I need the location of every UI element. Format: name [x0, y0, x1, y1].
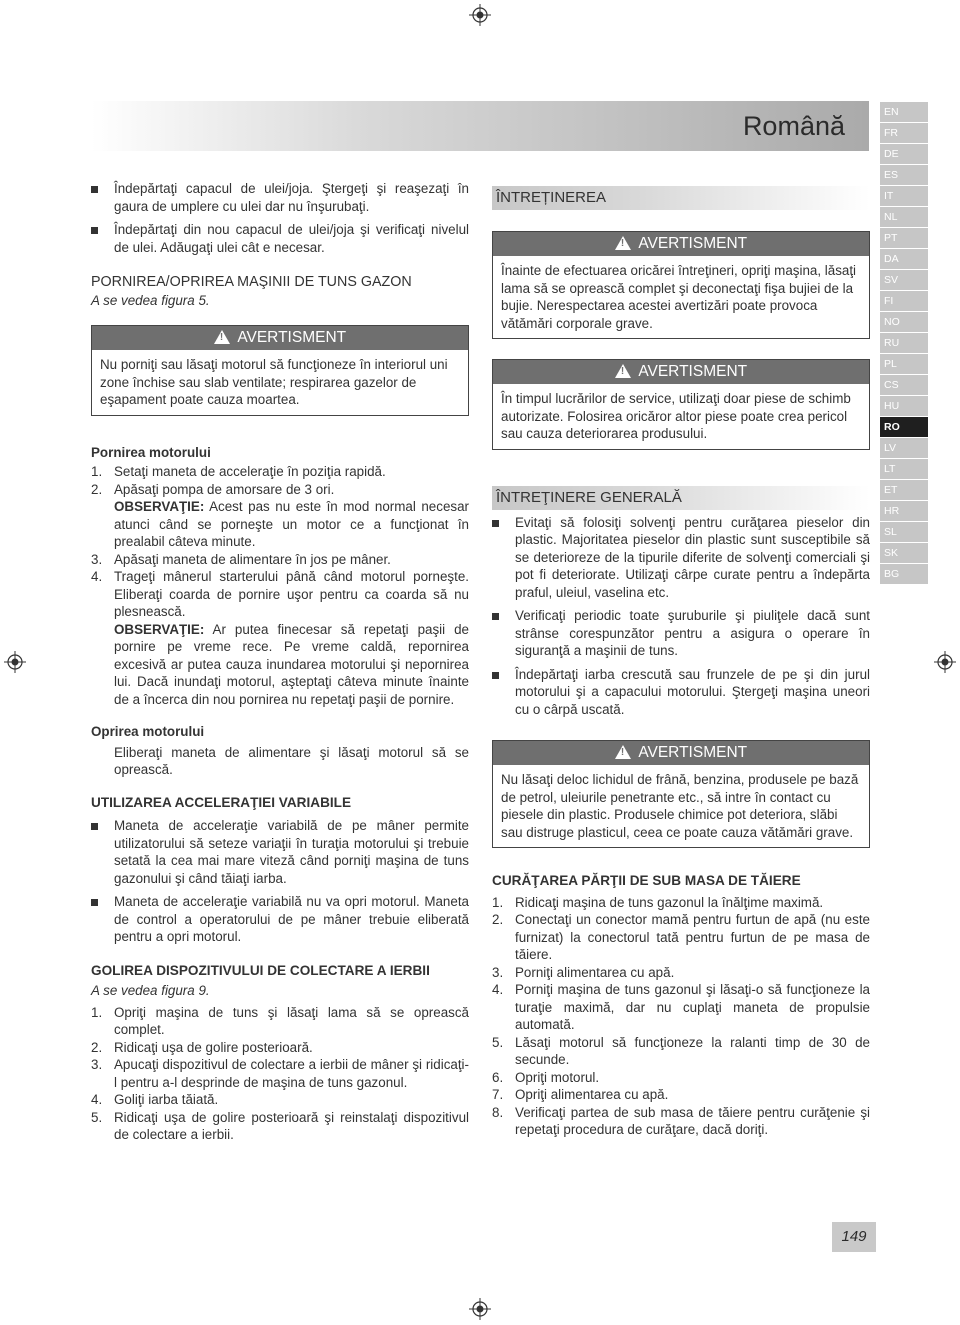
warning-box-chemicals	[492, 740, 870, 848]
general-maintenance-title: ÎNTREŢINERE GENERALĂ	[492, 486, 870, 510]
lang-tab-fi[interactable]: FI	[880, 291, 928, 311]
lang-tab-pl[interactable]: PL	[880, 354, 928, 374]
lang-tab-en[interactable]: EN	[880, 102, 928, 122]
list-item: 5. Lăsaţi motorul să funcţioneze la ralanti timp de 30 de secunde.	[492, 1034, 870, 1067]
general-bullets	[492, 514, 870, 719]
lang-tab-da[interactable]: DA	[880, 249, 928, 269]
list-item: 3. Apăsaţi maneta de alimentare în jos pe mâner.	[91, 551, 391, 567]
list-item: 4. Goliţi iarba tăiată.	[91, 1092, 219, 1107]
registration-mark-bottom-icon	[469, 1298, 491, 1320]
engine-start-title: Pornirea motorului	[91, 444, 211, 460]
list-item: 4. Porniţi maşina de tuns gazonul şi lăsaţi-o să funcţioneze la turaţie maximă, dar nu cuplaţi maneta de propulsie automată.	[492, 982, 870, 1032]
warning-header	[493, 232, 869, 256]
registration-mark-top-icon	[469, 4, 491, 26]
list-item: 2. Conectaţi un conector mamă pentru furtun de apă (nu este furnizat) la conectorul tată pentru furtun de pe masa de tăiere.	[492, 912, 870, 962]
lang-tab-bg[interactable]: BG	[880, 564, 928, 584]
lang-tab-ro[interactable]: RO	[880, 417, 928, 437]
start-stop-title: PORNIREA/OPRIREA MAŞINII DE TUNS GAZON	[91, 274, 412, 290]
registration-mark-left-icon	[4, 651, 26, 673]
list-item: Maneta de acceleraţie variabilă nu va opri motorul. Maneta de control a operatorului de pe mâner trebuie eliberată pentru a opri motorul.	[91, 893, 469, 946]
list-item: 4. Trageţi mânerul starterului până când motorul porneşte. Eliberaţi coarda de pornire uşor pentru ca coarda să nu plesnească.	[91, 569, 469, 619]
lang-tab-no[interactable]: NO	[880, 312, 928, 332]
warning-triangle-icon: !	[615, 745, 631, 759]
lang-tab-sv[interactable]: SV	[880, 270, 928, 290]
list-item: 7. Opriţi alimentarea cu apă.	[492, 1087, 669, 1102]
warning-header	[493, 360, 869, 384]
list-item: Evitaţi să folosiţi solvenţi pentru curăţarea pieselor din plastic. Majoritatea pieselor din plastic sunt susceptibile să se deterioreze de la tipurile diferite de solvenţi comerciali şi pot fi deteriorate. Utilizaţi cârpe curate pentru a îndepărta praful, uleiul, vaselina etc.	[492, 514, 870, 602]
lang-tab-it[interactable]: IT	[880, 186, 928, 206]
lang-tab-sk[interactable]: SK	[880, 543, 928, 563]
warning-triangle-icon: !	[615, 364, 631, 378]
list-item: Îndepărtaţi din nou capacul de ulei/joja şi verificaţi nivelul de ulei. Adăugaţi ulei cât e necesar.	[91, 221, 469, 256]
list-item: 5. Ridicaţi uşa de golire posterioară şi reinstalaţi dispozitivul de colectare a ierbii.	[91, 1109, 469, 1142]
lang-tab-hu[interactable]: HU	[880, 396, 928, 416]
lang-tab-hr[interactable]: HR	[880, 501, 928, 521]
list-item: 3. Apucaţi dispozitivul de colectare a ierbii de mâner şi ridicaţi-l pentru a-l desprinde de maşina de tuns gazonul.	[91, 1057, 469, 1090]
header-band	[91, 101, 869, 151]
list-item: 1. Setaţi maneta de acceleraţie în poziţia rapidă.	[91, 464, 386, 479]
lang-tab-lv[interactable]: LV	[880, 438, 928, 458]
lang-tab-pt[interactable]: PT	[880, 228, 928, 248]
left-column	[91, 180, 469, 1144]
warning-header	[92, 326, 468, 350]
warning-box-maintenance	[492, 231, 870, 339]
list-item: Îndepărtaţi capacul de ulei/joja. Ştergeţi şi reaşezaţi în gaura de umplere cu ulei dar nu înşurubaţi.	[91, 180, 469, 215]
warning-text: Nu porniţi sau lăsaţi motorul să funcţioneze în interiorul uni zone închise sau slab ventilate; respirarea gazelor de eşapament poate cauza moartea.	[100, 357, 448, 407]
list-item: 8. Verificaţi partea de sub masa de tăiere pentru curăţenie şi repetaţi procedura de curăţare, dacă doriţi.	[492, 1104, 870, 1137]
warning-title: AVERTISMENT	[638, 363, 748, 380]
engine-stop-text: Eliberaţi maneta de alimentare şi lăsaţi motorul să se oprească.	[114, 744, 469, 777]
warning-triangle-icon: !	[214, 330, 230, 344]
list-item: 3. Porniţi alimentarea cu apă.	[492, 964, 675, 980]
lang-tab-cs[interactable]: CS	[880, 375, 928, 395]
language-title: Română	[742, 111, 845, 141]
throttle-title: UTILIZAREA ACCELERAŢIEI VARIABILE	[91, 794, 352, 810]
list-item: 2. Apăsaţi pompa de amorsare de 3 ori.	[91, 481, 335, 497]
warning-text: Înainte de efectuarea oricărei întreţineri, opriţi maşina, lăsaţi lama să se oprească complet şi deconectaţi fişa bujiei de la bujie. Nerespectarea acestei avertizări poate provoca vătămări corporale grave.	[501, 263, 857, 331]
warning-title: AVERTISMENT	[237, 329, 347, 346]
note-paragraph: OBSERVAŢIE: Acest pas nu este în mod normal necesar atunci când se porneşte un motor ce a funcţionat în prealabil câteva minute.	[114, 499, 469, 549]
list-item: Îndepărtaţi iarba crescută sau frunzele de pe şi din jurul motorului şi a capacului motorului. Ştergeţi maşina uneori cu o cârpă uscată.	[492, 666, 870, 719]
warning-title: AVERTISMENT	[638, 235, 748, 252]
intro-bullets	[91, 180, 469, 256]
engine-start-steps	[91, 463, 469, 498]
list-item: 1. Opriţi maşina de tuns şi lăsaţi lama să se oprească complet.	[91, 1004, 469, 1037]
note-paragraph: OBSERVAŢIE: Ar putea finecesar să repetaţi paşii de pornire pe vreme rece. Pe vreme caldă, repornirea excesivă ar putea cauza inundarea motorului şi nepornirea lui. Dacă inundaţi motorul, aşteptaţi câteva minute înainte de a încerca din nou pornirea nu repetaţi paşii de pornire.	[114, 621, 470, 707]
warning-text: În timpul lucrărilor de service, utilizaţi doar piese de schimb autorizate. Folosirea oricăror altor piese poate crea pericol sau cauza deteriorarea produsului.	[501, 391, 851, 441]
lang-tab-et[interactable]: ET	[880, 480, 928, 500]
warning-box-exhaust	[91, 325, 469, 416]
emptying-title: GOLIREA DISPOZITIVULUI DE COLECTARE A IERBII	[91, 962, 430, 978]
language-tabs	[880, 102, 928, 585]
engine-stop-title: Oprirea motorului	[91, 724, 205, 739]
page-number: 149	[832, 1222, 876, 1252]
start-stop-figure-ref: A se vedea figura 5.	[91, 292, 210, 308]
cleaning-title: CURĂŢAREA PĂRŢII DE SUB MASA DE TĂIERE	[492, 873, 801, 888]
list-item: 2. Ridicaţi uşa de golire posterioară.	[91, 1039, 313, 1055]
warning-triangle-icon: !	[615, 236, 631, 250]
maintenance-title: ÎNTREȚINEREA	[492, 186, 870, 210]
lang-tab-es[interactable]: ES	[880, 165, 928, 185]
right-column	[492, 186, 870, 1139]
lang-tab-de[interactable]: DE	[880, 144, 928, 164]
emptying-figure-ref: A se vedea figura 9.	[91, 983, 210, 998]
warning-text: Nu lăsaţi deloc lichidul de frână, benzina, produsele pe bază de petrol, uleiurile penetrante etc., să intre în contact cu piesele din plastic. Produsele chimice pot deteriora, slăbi sau distruge plasticul, ceea ce poate cauza vătămări grave.	[501, 772, 859, 840]
lang-tab-fr[interactable]: FR	[880, 123, 928, 143]
warning-header	[493, 741, 869, 765]
lang-tab-nl[interactable]: NL	[880, 207, 928, 227]
note-label: OBSERVAŢIE:	[114, 621, 205, 637]
lang-tab-ru[interactable]: RU	[880, 333, 928, 353]
list-item: Verificaţi periodic toate şuruburile şi piuliţele dacă sunt strânse corespunzător pentru a asigura o operare în siguranţă a maşinii de tuns.	[492, 607, 870, 660]
warning-box-parts	[492, 359, 870, 450]
lang-tab-sl[interactable]: SL	[880, 522, 928, 542]
emptying-steps	[91, 1004, 469, 1144]
engine-start-steps-cont	[91, 551, 469, 621]
note-label: OBSERVAŢIE:	[114, 499, 205, 514]
list-item: 1. Ridicaţi maşina de tuns gazonul la înălţime maximă.	[492, 894, 824, 910]
list-item: Maneta de acceleraţie variabilă de pe mâner permite utilizatorului să seteze variaţii în turaţia motorului şi trebuie setată la cea mai mare viteză când porniţi maşina de tuns gazonului şi când tăiaţi iarba.	[91, 817, 469, 887]
lang-tab-lt[interactable]: LT	[880, 459, 928, 479]
throttle-bullets	[91, 817, 469, 946]
list-item: 6. Opriţi motorul.	[492, 1069, 600, 1085]
cleaning-steps	[492, 894, 870, 1139]
warning-title: AVERTISMENT	[638, 744, 748, 761]
registration-mark-right-icon	[934, 651, 956, 673]
